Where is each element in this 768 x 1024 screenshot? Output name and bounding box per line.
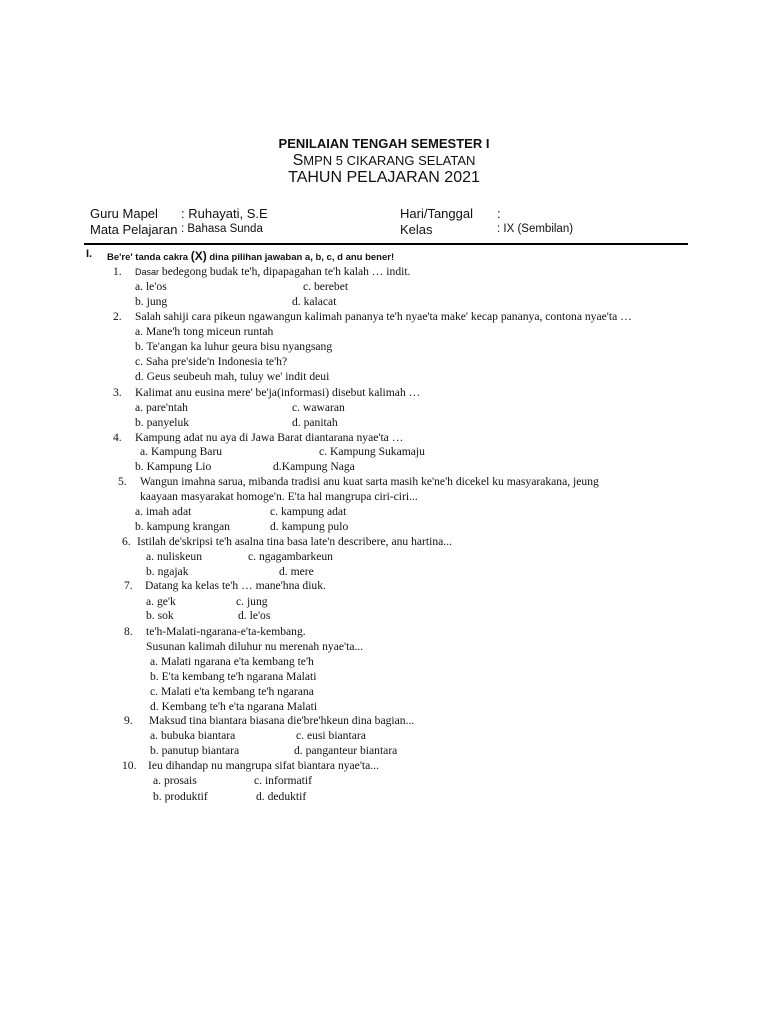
instruction-text: Be're' tanda cakra (107, 252, 191, 263)
q9-option-d: d. panganteur biantara (294, 744, 398, 757)
q10-option-d: d. deduktif (256, 790, 307, 803)
q8-option-d: d. Kembang te'h e'ta ngarana Malati (150, 700, 318, 713)
instruction-text-rest: dina pilihan jawaban a, b, c, d anu bener! (206, 252, 395, 263)
q3-option-b: b. panyeluk (135, 416, 190, 429)
q9-text: Maksud tina biantara biasana die'bre'hkeun dina bagian... (149, 714, 415, 727)
q6-option-c: c. ngagambarkeun (248, 550, 333, 563)
q4-option-a: a. Kampung Baru (140, 445, 223, 458)
q2-option-a: a. Mane'h tong miceun runtah (135, 325, 274, 338)
hari-label: Hari/Tanggal (400, 206, 473, 221)
q5-number: 5. (118, 475, 127, 488)
q3-number: 3. (113, 386, 122, 399)
header-divider (84, 243, 688, 245)
section-instruction (107, 249, 394, 263)
hari-value: : (497, 206, 501, 221)
mapel-value: : Bahasa Sunda (181, 223, 263, 235)
q7-number: 7. (124, 579, 133, 592)
q6-option-a: a. nuliskeun (146, 550, 203, 563)
q5-text-line2: kaayaan masyarakat homoge'n. E'ta hal mangrupa ciri-ciri... (140, 490, 418, 503)
q6-text: Istilah de'skripsi te'h asalna tina basa late'n describere, anu hartina... (137, 535, 452, 548)
kelas-value: : IX (Sembilan) (497, 223, 574, 235)
q8-option-b: b. E'ta kembang te'h ngarana Malati (150, 670, 317, 683)
q4-option-c: c. Kampung Sukamaju (319, 445, 425, 458)
school-name-initial: S (292, 152, 304, 169)
q9-number: 9. (124, 714, 133, 727)
q10-option-c: c. informatif (254, 774, 312, 787)
q8-number: 8. (124, 625, 133, 638)
q3-option-d: d. panitah (292, 416, 338, 429)
q3-text: Kalimat anu eusina mere' be'ja(informasi) disebut kalimah … (135, 386, 421, 399)
q8-text-line2: Susunan kalimah diluhur nu merenah nyae'ta... (146, 640, 364, 653)
q4-option-b: b. Kampung Lio (135, 460, 212, 473)
q7-option-a: a. ge'k (146, 595, 176, 608)
q8-option-a: a. Malati ngarana e'ta kembang te'h (150, 655, 314, 668)
q5-option-b: b. kampung krangan (135, 520, 230, 533)
exam-title: PENILAIAN TENGAH SEMESTER I (278, 136, 490, 151)
q4-number: 4. (113, 431, 122, 444)
school-name (0, 152, 768, 170)
instruction-x: (X) (190, 249, 207, 263)
q2-option-c: c. Saha pre'side'n Indonesia te'h? (135, 355, 288, 368)
kelas-label: Kelas (400, 222, 433, 237)
q7-option-c: c. jung (236, 595, 268, 608)
q3-option-a: a. pare'ntah (135, 401, 188, 414)
q2-option-b: b. Te'angan ka luhur geura bisu nyangsang (135, 340, 333, 353)
guru-value: : Ruhayati, S.E (181, 206, 268, 221)
q1-option-c: c. berebet (303, 280, 349, 293)
guru-label: Guru Mapel (90, 206, 158, 221)
mapel-label: Mata Pelajaran (90, 222, 178, 237)
q6-option-d: d. mere (279, 565, 314, 578)
q7-option-b: b. sok (146, 609, 174, 622)
q5-option-d: d. kampung pulo (270, 520, 349, 533)
q5-text: Wangun imahna sarua, mibanda tradisi anu kuat sarta masih ke'ne'h dicekel ku masyarakana, jeung (140, 475, 599, 488)
q1-text (135, 264, 410, 280)
school-name-rest: MPN 5 CIKARANG SELATAN (303, 153, 476, 168)
q1-prefix: Dasar (135, 267, 160, 277)
section-number: I. (86, 248, 93, 260)
q10-text: Ieu dihandap nu mangrupa sifat biantara nyae'ta... (148, 759, 379, 772)
q10-option-b: b. produktif (153, 790, 208, 803)
q3-option-c: c. wawaran (292, 401, 345, 414)
q1-number: 1. (113, 265, 122, 278)
q7-option-d: d. le'os (238, 609, 271, 622)
q10-number: 10. (122, 759, 137, 772)
q6-option-b: b. ngajak (146, 565, 189, 578)
q8-option-c: c. Malati e'ta kembang te'h ngarana (150, 685, 314, 698)
q9-option-b: b. panutup biantara (150, 744, 240, 757)
q1-option-b: b. jung (135, 295, 168, 308)
q2-text: Salah sahiji cara pikeun ngawangun kalimah pananya te'h nyae'ta make' kecap pananya, contona nyae'ta … (135, 310, 632, 323)
q1-option-d: d. kalacat (292, 295, 337, 308)
q8-text: te'h-Malati-ngarana-e'ta-kembang. (146, 625, 306, 638)
q7-text: Datang ka kelas te'h … mane'hna diuk. (145, 579, 326, 592)
q10-option-a: a. prosais (153, 774, 197, 787)
q1-text-main: bedegong budak te'h, dipapagahan te'h kalah … indit. (159, 265, 411, 278)
q9-option-c: c. eusi biantara (296, 729, 366, 742)
q2-option-d: d. Geus seubeuh mah, tuluy we' indit deui (135, 370, 330, 383)
q4-option-d: d.Kampung Naga (273, 460, 355, 473)
academic-year: TAHUN PELAJARAN 2021 (288, 169, 480, 186)
q6-number: 6. (122, 535, 131, 548)
q4-text: Kampung adat nu aya di Jawa Barat diantarana nyae'ta … (135, 431, 404, 444)
q9-option-a: a. bubuka biantara (150, 729, 236, 742)
q2-number: 2. (113, 310, 122, 323)
q5-option-c: c. kampung adat (270, 505, 347, 518)
q5-option-a: a. imah adat (135, 505, 192, 518)
q1-option-a: a. le'os (135, 280, 167, 293)
